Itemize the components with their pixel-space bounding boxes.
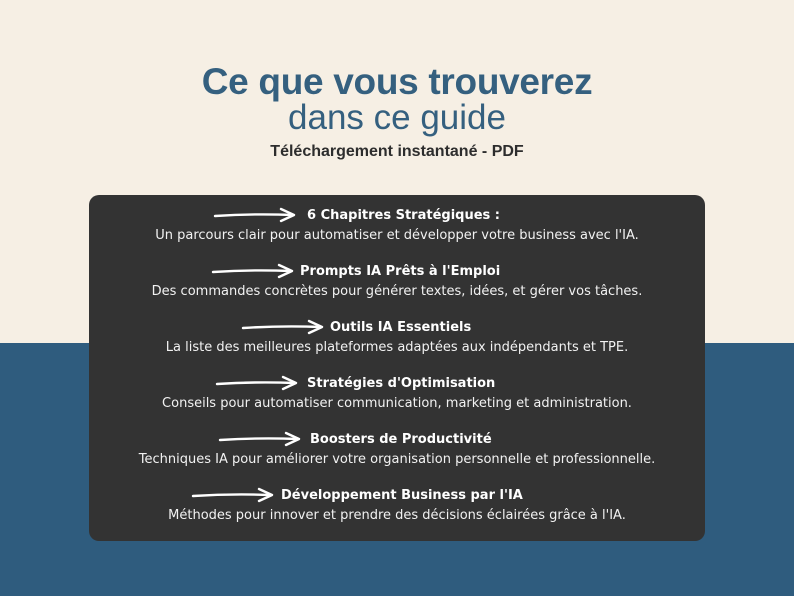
- arrow-right-icon: [241, 319, 325, 335]
- feature-description: Méthodes pour innover et prendre des décisions éclairées grâce à l'IA.: [168, 508, 626, 523]
- features-card: [89, 195, 705, 541]
- download-tagline: Téléchargement instantané - PDF: [270, 143, 524, 160]
- arrow-right-icon: [218, 431, 302, 447]
- feature-item: [89, 485, 705, 529]
- feature-item: [89, 429, 705, 473]
- arrow-right-icon: [213, 207, 297, 223]
- feature-title: Développement Business par l'IA: [281, 488, 523, 503]
- feature-description: Un parcours clair pour automatiser et développer votre business avec l'IA.: [155, 228, 639, 243]
- feature-title: Prompts IA Prêts à l'Emploi: [300, 264, 501, 279]
- feature-item: [89, 373, 705, 417]
- feature-description: La liste des meilleures plateformes adaptées aux indépendants et TPE.: [165, 340, 629, 355]
- feature-title: Boosters de Productivité: [310, 432, 492, 447]
- page-subtitle: dans ce guide: [288, 98, 506, 137]
- page-title: Ce que vous trouverez: [201, 61, 593, 102]
- feature-item: [89, 317, 705, 361]
- header: [0, 60, 794, 162]
- feature-description: Techniques IA pour améliorer votre organisation personnelle et professionnelle.: [138, 452, 656, 467]
- feature-title: Stratégies d'Optimisation: [307, 376, 496, 391]
- arrow-right-icon: [215, 375, 299, 391]
- feature-item: [89, 205, 705, 249]
- feature-description: Conseils pour automatiser communication, marketing et administration.: [162, 396, 632, 411]
- arrow-right-icon: [211, 263, 295, 279]
- feature-title: 6 Chapitres Stratégiques :: [307, 208, 501, 223]
- arrow-right-icon: [191, 487, 275, 503]
- feature-title: Outils IA Essentiels: [330, 320, 472, 335]
- feature-description: Des commandes concrètes pour générer textes, idées, et gérer vos tâches.: [151, 284, 643, 299]
- feature-item: [89, 261, 705, 305]
